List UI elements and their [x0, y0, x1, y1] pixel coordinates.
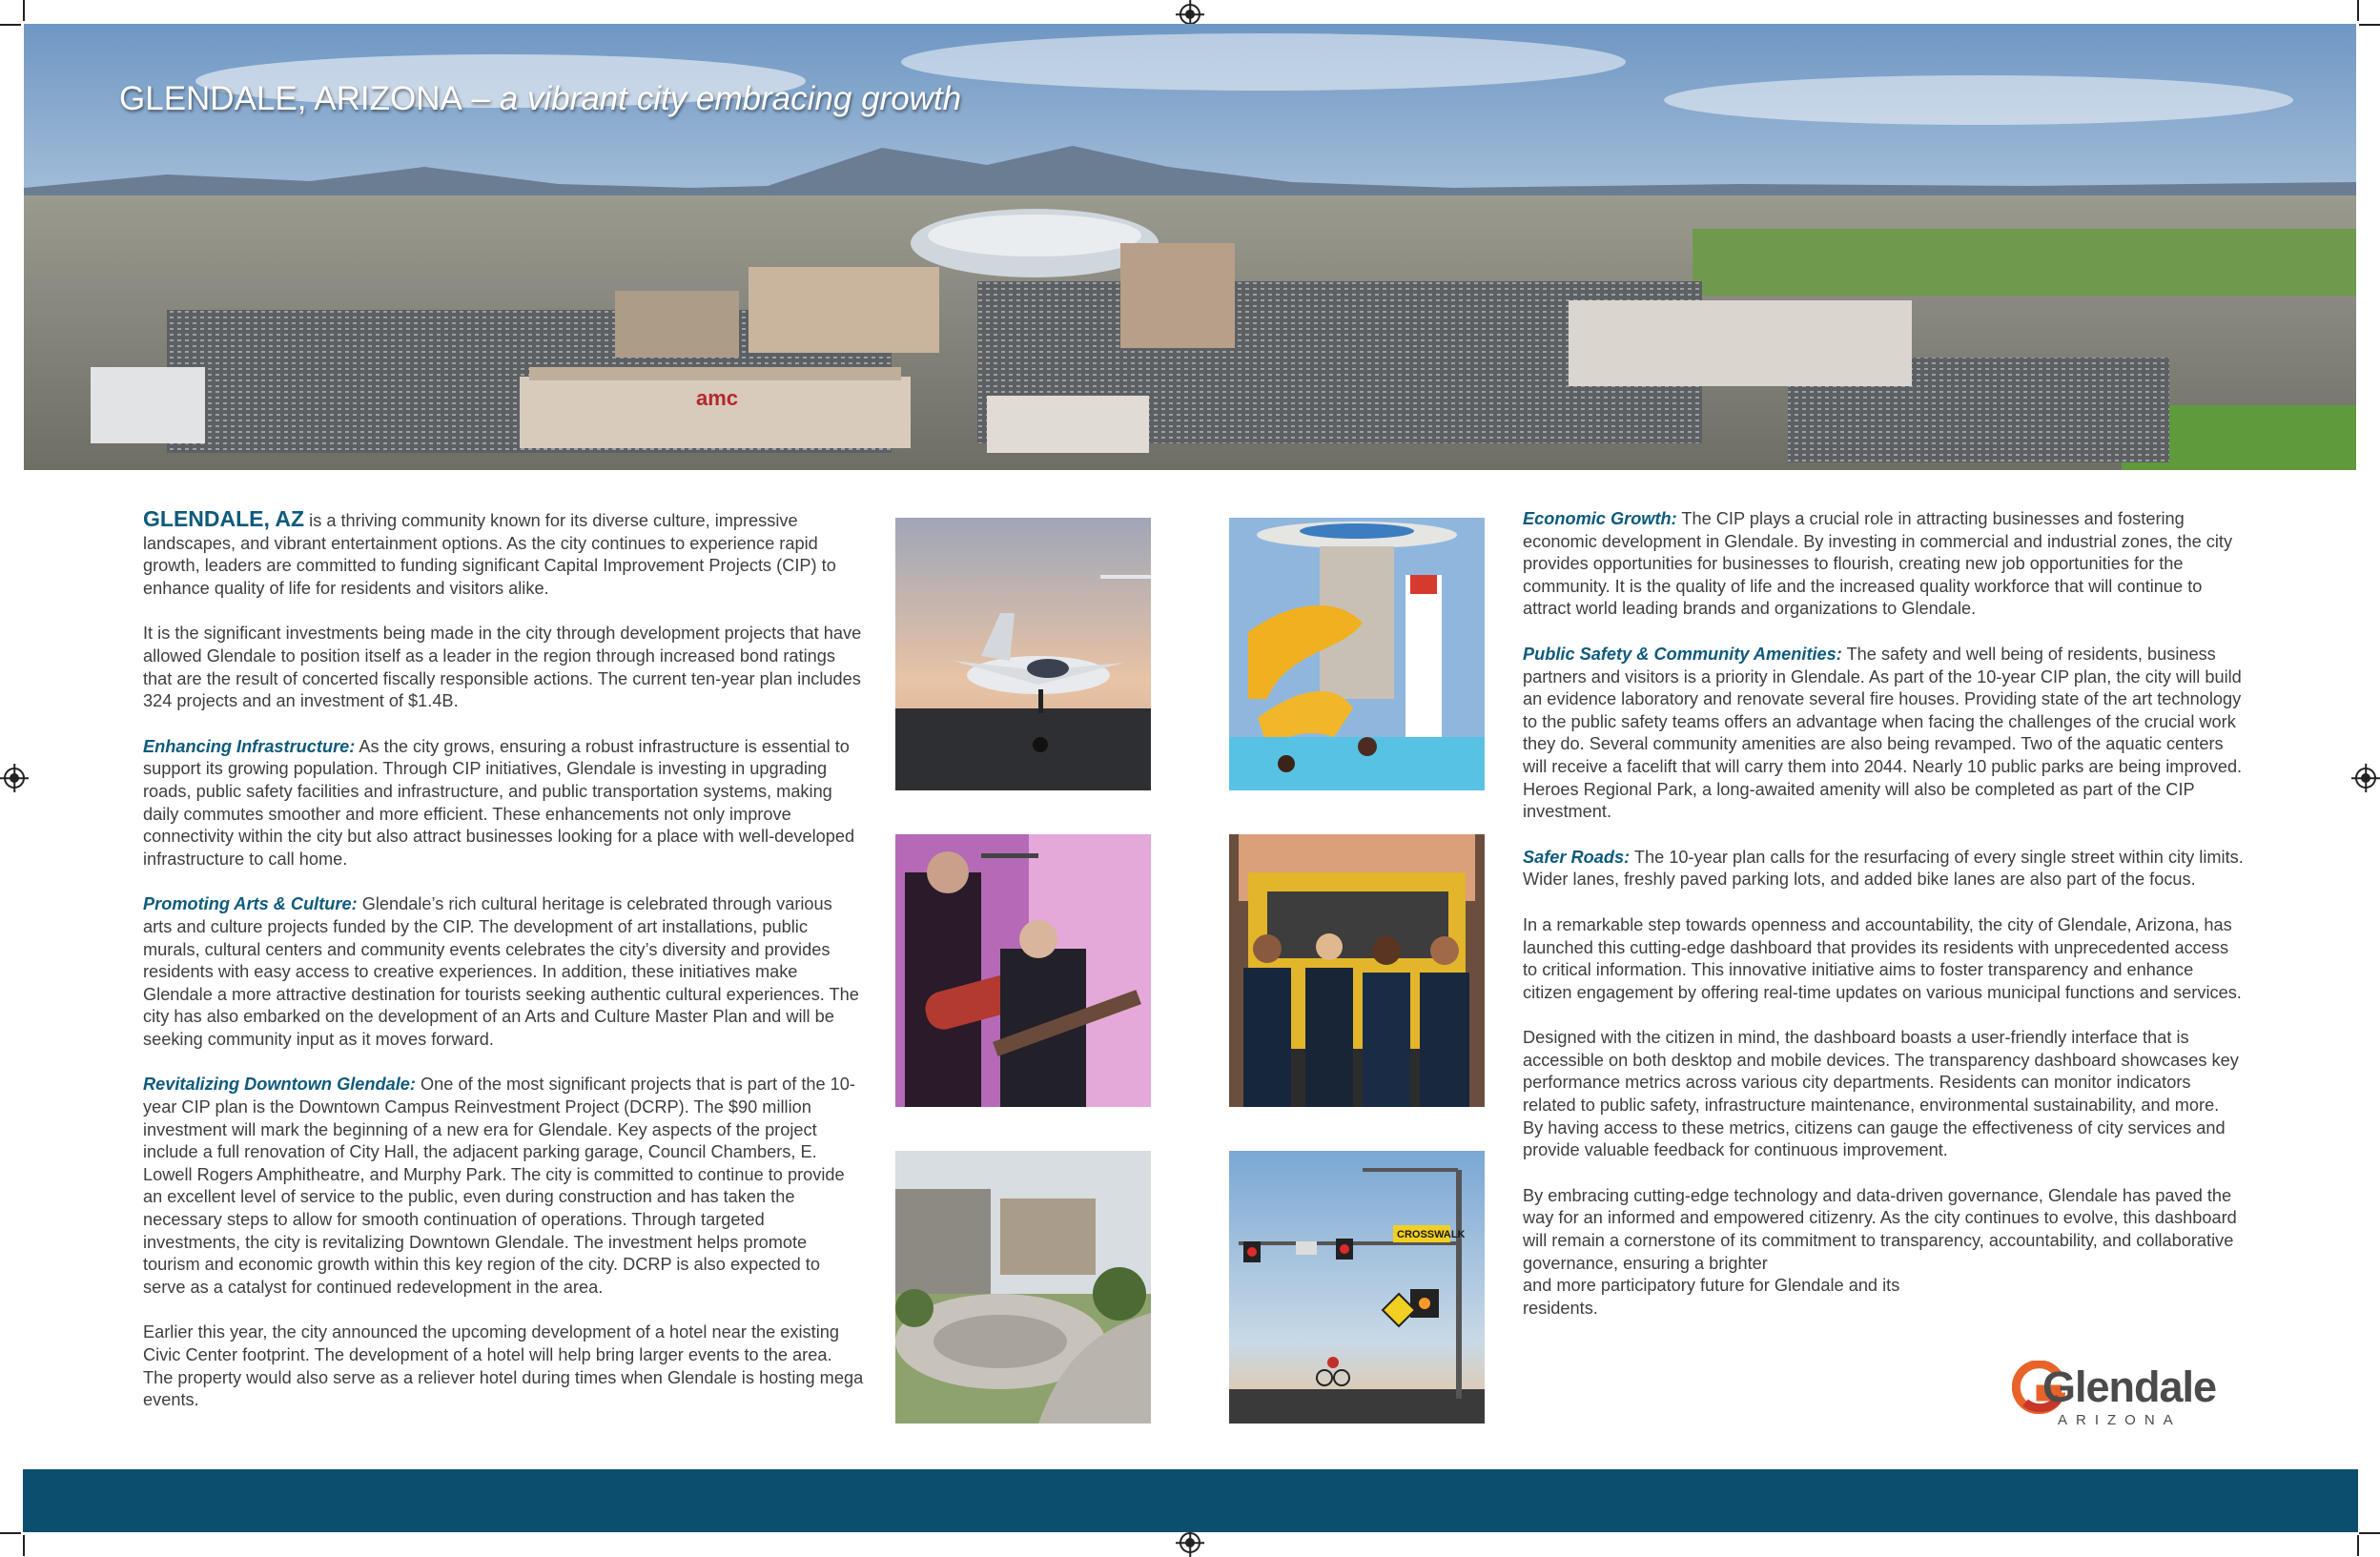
amc-sign: amc — [696, 386, 739, 410]
left-text-column — [143, 508, 864, 1435]
arts-text: Glendale’s rich cultural heritage is celebrated through various arts and culture projects funded by the CIP. The development of art installations, public murals, cultural centers and community events celebrates the city’s diversity and provides residents with easy access to creative experiences. In addition, these initiatives make Glendale a more attractive destination for tourists seeking authentic cultural experiences. The city has also embarked on the development of an Arts and Culture Master Plan and will be seeking community input as it moves forward. — [143, 894, 859, 1049]
roads-heading: Safer Roads: — [1523, 847, 1631, 867]
designed-paragraph: Designed with the citizen in mind, the dashboard boasts a user-friendly interface that is accessible on both desktop and mobile devices. The transparency dashboard showcases key performance metrics across various city departments. Residents can monitor indicators related to public safety, infrastructure maintenance, environmental sustainability, and more. By having access to these metrics, citizens can gauge the effectiveness of city services and provide valuable feedback for continuous improvement. — [1523, 1028, 2239, 1160]
crop-mark — [2357, 0, 2359, 21]
right-text-column — [1523, 508, 2244, 1320]
infrastructure-paragraph — [143, 736, 864, 871]
registration-mark-icon — [1180, 1532, 1200, 1553]
photo-concert — [895, 834, 1151, 1107]
infrastructure-heading: Enhancing Infrastructure: — [143, 736, 356, 756]
photo-downtown-rendering — [895, 1151, 1151, 1424]
dashboard-paragraph: In a remarkable step towards openness and accountability, the city of Glendale, Arizona, has launched this cutting-edge dashboard that provides its residents with unprecedented access to critical information. This innovative initiative aims to foster transparency and enhance citizen engagement by offering real-time updates on various municipal functions and services. — [1523, 914, 2242, 1002]
banner-title-sub: – a vibrant city embracing growth — [462, 80, 962, 117]
photo-crosswalk — [1229, 1151, 1485, 1424]
glendale-logo — [2012, 1359, 2241, 1435]
downtown-heading: Revitalizing Downtown Glendale: — [143, 1075, 416, 1095]
crop-mark — [0, 1532, 21, 1534]
downtown-paragraph — [143, 1074, 864, 1299]
registration-mark-icon — [2355, 768, 2376, 789]
crop-mark — [23, 0, 25, 21]
crosswalk-sign: CROSSWALK — [1397, 1229, 1466, 1240]
crop-mark — [2359, 1532, 2380, 1534]
closing-text-1: By embracing cutting-edge technology and data-driven governance, Glendale has paved the way for an informed and empowered citizenry. As the city continues to evolve, this dashboard will remain a cornerstone of its commitment to transparency, accountability, and collaborative governance, ensuring a brighter — [1523, 1185, 2237, 1273]
logo-sub: ARIZONA — [2058, 1412, 2182, 1428]
crop-mark — [23, 1535, 25, 1556]
crop-mark — [2357, 1535, 2359, 1556]
hotel-paragraph: Earlier this year, the city announced the upcoming development of a hotel near the existing Civic Center footprint. The development of a hotel will help bring larger events to the area. The property would also serve as a reliever hotel during times when Glendale is hosting mega events. — [143, 1322, 864, 1410]
arts-paragraph — [143, 893, 864, 1051]
economic-paragraph — [1523, 508, 2244, 621]
arts-heading: Promoting Arts & Culture: — [143, 894, 358, 914]
intro-text: is a thriving community known for its diverse culture, impressive landscapes, and vibrant entertainment options. As the city continues to experience rapid growth, leaders are committed to funding significant Capital Improvement Projects (CIP) to enhance quality of life for residents and visitors alike. — [143, 511, 836, 598]
safety-heading: Public Safety & Community Amenities: — [1523, 644, 1842, 664]
roads-paragraph — [1523, 847, 2244, 891]
photo-jet-airport — [895, 518, 1151, 790]
registration-mark-icon — [4, 768, 25, 789]
downtown-text: One of the most significant projects that is part of the 10-year CIP plan is the Downtown Campus Reinvestment Project (DCRP). The $90 million investment will mark the beginning of a new era for Glendale. Key aspects of the project include a full renovation of City Hall, the adjacent parking garage, Council Chambers, E. Lowell Rogers Amphitheatre, and Murphy Park. The city is committed to continue to provide an excellent level of service to the public, even during construction and has taken the necessary steps to allow for smooth continuation of operations. Through targeted investments, the city is revitalizing Downtown Glendale. The investment helps promote tourism and economic growth within this key region of the city. DCRP is also expected to serve as a catalyst for continued redevelopment in the area. — [143, 1075, 855, 1297]
crop-mark — [2359, 24, 2380, 26]
intro-paragraph — [143, 508, 864, 600]
banner-title-main: GLENDALE, ARIZONA — [119, 80, 462, 117]
footer-bar — [23, 1469, 2358, 1532]
crop-mark — [0, 24, 21, 26]
infrastructure-text: As the city grows, ensuring a robust infrastructure is essential to support its growing population. Through CIP initiatives, Glendale is investing in upgrading roads, public safety facilities and infrastructure, and public transportation systems, making daily commutes smoother and more efficient. These enhancements not only improve connectivity within the city but also attract businesses looking for a place with well-developed infrastructure to call home. — [143, 736, 855, 869]
photo-water-slide — [1229, 518, 1485, 790]
banner-title — [119, 80, 961, 118]
photo-firefighters — [1229, 834, 1485, 1107]
roads-text: The 10-year plan calls for the resurfacing of every single street within city limits. Wider lanes, freshly paved parking lots, and added bike lanes are also part of the focus. — [1523, 847, 2244, 890]
economic-heading: Economic Growth: — [1523, 509, 1677, 528]
safety-text: The safety and well being of residents, business partners and visitors is a priority in Glendale. As part of the 10-year CIP plan, the city will build an evidence laboratory and renovate several fire houses. Providing state of the art technology to the public safety teams offers an advantage when facing the challenges of the crucial work they do. Several community amenities are also being revamped. Two of the aquatic centers will receive a facelift that will carry them into 2044. Nearly 10 public parks are being improved. Heroes Regional Park, a long-awaited amenity will also be completed as part of the CIP investment. — [1523, 644, 2243, 822]
logo-word: Glendale — [2042, 1362, 2217, 1411]
safety-paragraph — [1523, 644, 2244, 824]
closing-paragraph-end: and more participatory future for Glendale and its residents. — [1523, 1276, 1900, 1318]
registration-mark-icon — [1180, 4, 1200, 25]
investments-paragraph: It is the significant investments being made in the city through development projects that have allowed Glendale to position itself as a leader in the region through increased bond ratings that are the result of concerted fiscally responsible actions. The current ten-year plan includes 324 projects and an investment of $1.4B. — [143, 624, 862, 711]
closing-paragraph — [1523, 1185, 2244, 1275]
economic-text: The CIP plays a crucial role in attracting businesses and fostering economic development in Glendale. By investing in commercial and industrial zones, the city provides opportunities for businesses to flourish, creating new job opportunities for the community. It is the quality of life and the increased quality workforce that will continue to attract world leading brands and organizations to Glendale. — [1523, 509, 2233, 619]
intro-lead: GLENDALE, AZ — [143, 506, 305, 531]
